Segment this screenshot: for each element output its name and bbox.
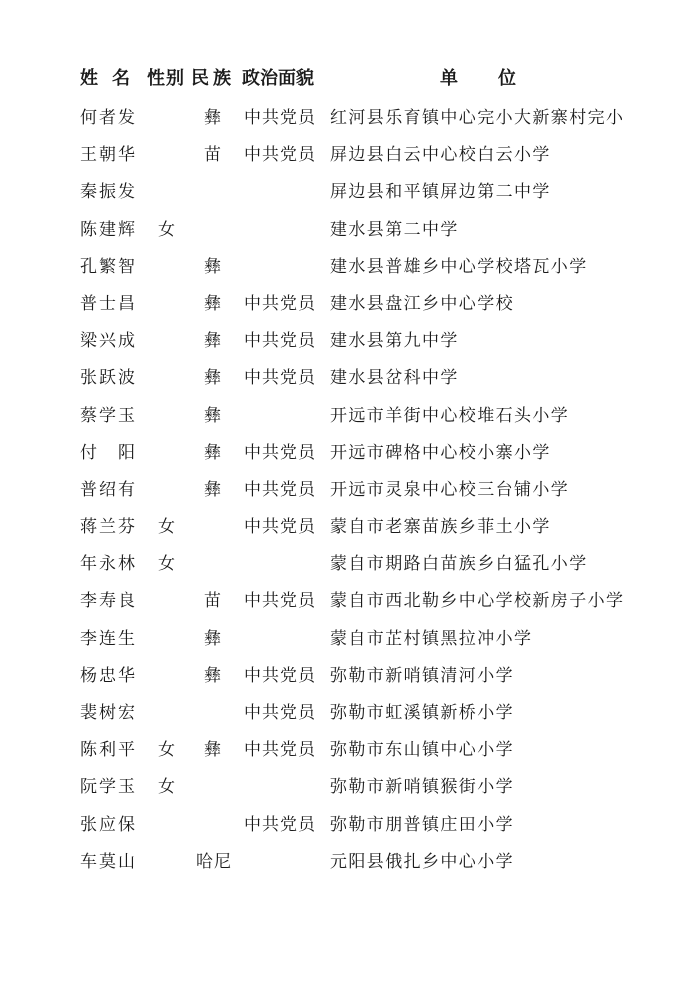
cell-unit: 开远市灵泉中心校三台铺小学 <box>330 479 570 500</box>
cell-unit: 弥勒市虹溪镇新桥小学 <box>330 703 514 723</box>
cell-gender: 女 <box>158 517 175 538</box>
cell-name: 普绍有 <box>80 479 137 500</box>
cell-gender: 女 <box>158 219 175 240</box>
cell-unit: 建水县岔科中学 <box>330 368 459 389</box>
cell-ethnicity: 苗 <box>204 591 221 612</box>
cell-name: 裴树宏 <box>80 703 137 723</box>
cell-unit: 弥勒市朋普镇庄田小学 <box>330 814 514 835</box>
table-row <box>0 769 699 806</box>
table-row <box>0 435 699 472</box>
header-gender: 性别 <box>147 68 185 89</box>
cell-unit: 建水县第二中学 <box>330 219 459 240</box>
cell-name: 张应保 <box>80 814 137 835</box>
cell-name: 梁兴成 <box>80 331 137 352</box>
table-row <box>0 100 699 137</box>
table-body <box>0 100 699 881</box>
table-row <box>0 323 699 360</box>
cell-unit: 蒙自市芷村镇黑拉冲小学 <box>330 628 533 649</box>
cell-ethnicity: 彝 <box>204 665 221 686</box>
cell-ethnicity: 彝 <box>204 108 221 128</box>
header-unit: 单位 <box>440 68 556 89</box>
cell-gender: 女 <box>158 777 175 798</box>
table-row <box>0 137 699 174</box>
cell-unit: 蒙自市期路白苗族乡白猛孔小学 <box>330 554 588 575</box>
cell-party: 中共党员 <box>244 703 316 723</box>
cell-ethnicity: 彝 <box>204 331 221 352</box>
cell-name: 阮学玉 <box>80 777 137 798</box>
cell-unit: 屏边县和平镇屏边第二中学 <box>330 182 551 203</box>
cell-party: 中共党员 <box>244 331 316 352</box>
cell-name: 付 阳 <box>80 442 137 463</box>
cell-unit: 屏边县白云中心校白云小学 <box>330 145 551 166</box>
table-row <box>0 621 699 658</box>
cell-party: 中共党员 <box>244 591 316 612</box>
cell-ethnicity: 彝 <box>204 628 221 649</box>
cell-party: 中共党员 <box>244 108 316 128</box>
cell-gender: 女 <box>158 740 175 761</box>
cell-unit: 弥勒市新哨镇猴街小学 <box>330 777 514 798</box>
cell-name: 李连生 <box>80 628 137 649</box>
cell-unit: 弥勒市东山镇中心小学 <box>330 740 514 761</box>
table-row <box>0 174 699 211</box>
table-row <box>0 212 699 249</box>
cell-party: 中共党员 <box>244 814 316 835</box>
cell-party: 中共党员 <box>244 479 316 500</box>
cell-name: 孔繁智 <box>80 256 137 277</box>
cell-name: 李寿良 <box>80 591 137 612</box>
table-header <box>0 64 699 94</box>
cell-party: 中共党员 <box>244 665 316 686</box>
header-party: 政治面貌 <box>242 68 314 89</box>
cell-ethnicity: 彝 <box>204 405 221 426</box>
table-row <box>0 472 699 509</box>
header-name: 姓名 <box>80 68 144 89</box>
cell-ethnicity: 彝 <box>204 479 221 500</box>
cell-unit: 元阳县俄扎乡中心小学 <box>330 851 514 872</box>
cell-ethnicity: 哈尼 <box>196 851 232 872</box>
table-row <box>0 398 699 435</box>
cell-party: 中共党员 <box>244 145 316 166</box>
cell-party: 中共党员 <box>244 293 316 314</box>
header-ethnicity: 民族 <box>191 68 235 89</box>
cell-name: 何者发 <box>80 108 137 128</box>
cell-name: 陈建辉 <box>80 219 137 240</box>
cell-name: 车莫山 <box>80 851 137 872</box>
table-row <box>0 546 699 583</box>
cell-name: 普士昌 <box>80 293 137 314</box>
table-row <box>0 844 699 881</box>
table-row <box>0 695 699 732</box>
cell-unit: 开远市碑格中心校小寨小学 <box>330 442 551 463</box>
table-row <box>0 583 699 620</box>
cell-ethnicity: 彝 <box>204 442 221 463</box>
cell-unit: 蒙自市老寨苗族乡菲土小学 <box>330 517 551 538</box>
cell-name: 蒋兰芬 <box>80 517 137 538</box>
cell-ethnicity: 彝 <box>204 293 221 314</box>
cell-party: 中共党员 <box>244 368 316 389</box>
table-row <box>0 807 699 844</box>
cell-name: 年永林 <box>80 554 137 575</box>
cell-unit: 建水县盘江乡中心学校 <box>330 293 514 314</box>
cell-unit: 建水县第九中学 <box>330 331 459 352</box>
cell-ethnicity: 彝 <box>204 740 221 761</box>
cell-unit: 弥勒市新哨镇清河小学 <box>330 665 514 686</box>
table-row <box>0 286 699 323</box>
cell-ethnicity: 苗 <box>204 145 221 166</box>
cell-name: 杨忠华 <box>80 665 137 686</box>
cell-unit: 开远市羊街中心校堆石头小学 <box>330 405 570 426</box>
cell-party: 中共党员 <box>244 517 316 538</box>
table-row <box>0 732 699 769</box>
table-row <box>0 658 699 695</box>
cell-unit: 红河县乐育镇中心完小大新寨村完小 <box>330 108 625 128</box>
table-row <box>0 249 699 286</box>
cell-unit: 蒙自市西北勒乡中心学校新房子小学 <box>330 591 625 612</box>
cell-unit: 建水县普雄乡中心学校塔瓦小学 <box>330 256 588 277</box>
cell-name: 张跃波 <box>80 368 137 389</box>
cell-gender: 女 <box>158 554 175 575</box>
cell-name: 王朝华 <box>80 145 137 166</box>
cell-party: 中共党员 <box>244 740 316 761</box>
table-row <box>0 360 699 397</box>
cell-name: 秦振发 <box>80 182 137 203</box>
cell-ethnicity: 彝 <box>204 256 221 277</box>
cell-party: 中共党员 <box>244 442 316 463</box>
cell-name: 蔡学玉 <box>80 405 137 426</box>
cell-name: 陈利平 <box>80 740 137 761</box>
table-row <box>0 509 699 546</box>
cell-ethnicity: 彝 <box>204 368 221 389</box>
